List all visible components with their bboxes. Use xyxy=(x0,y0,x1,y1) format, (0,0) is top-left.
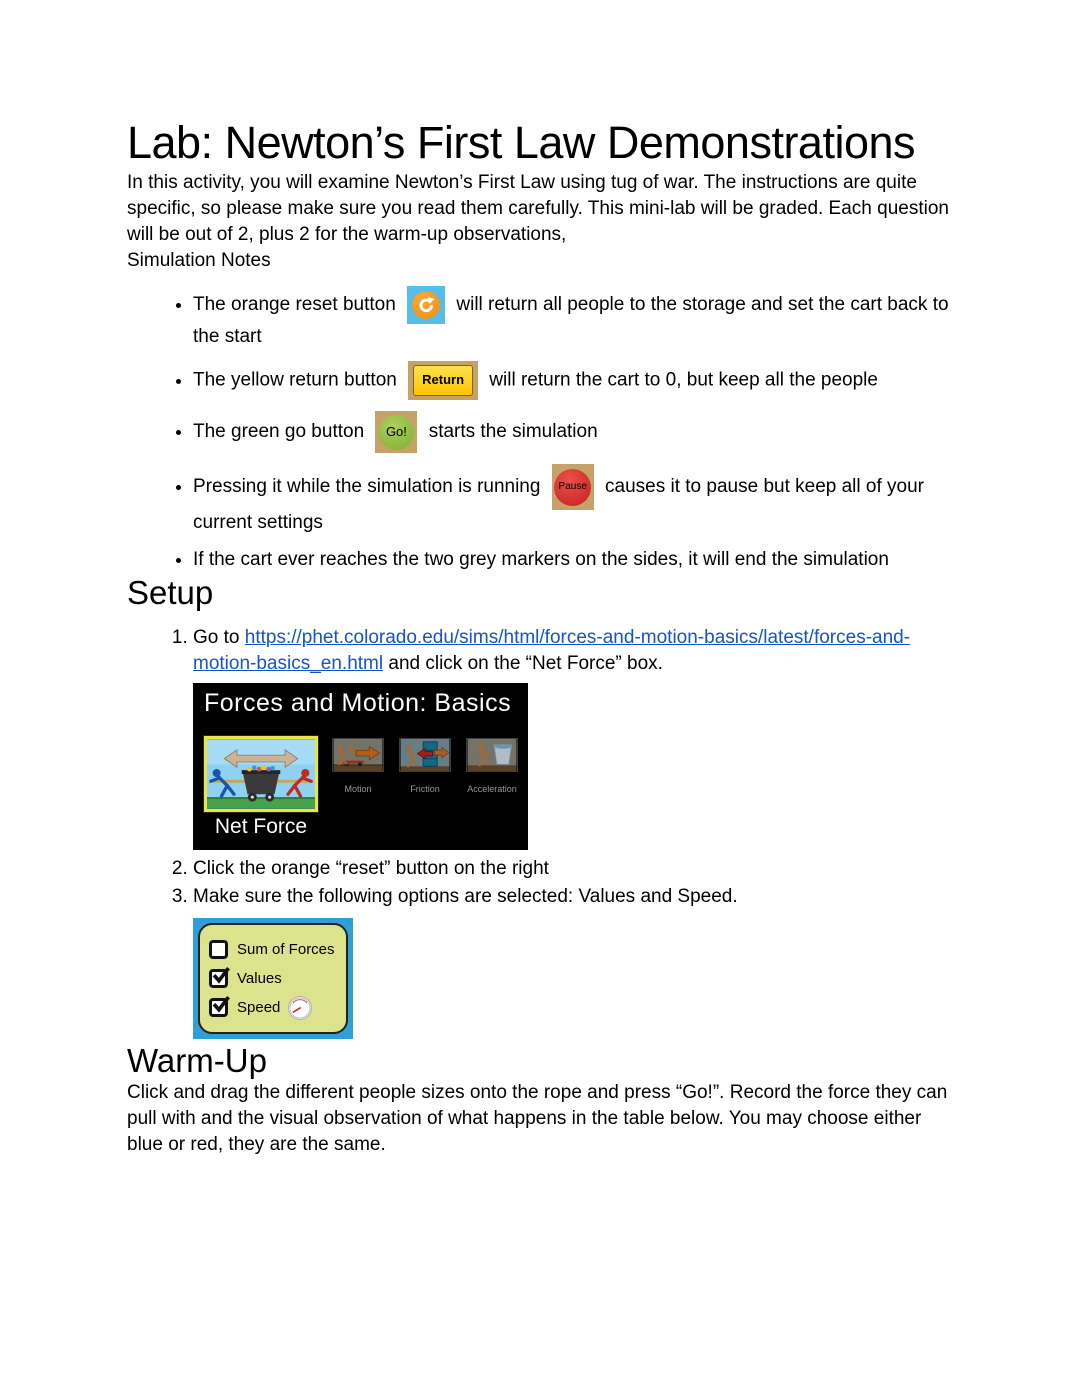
option-label: Speed xyxy=(237,998,281,1016)
return-button-label: Return xyxy=(413,365,473,396)
phet-title: Forces and Motion: Basics xyxy=(204,688,512,717)
step-text: and click on the “Net Force” box. xyxy=(383,652,663,674)
bullet-text: starts the simulation xyxy=(423,421,598,443)
list-item xyxy=(193,547,950,573)
reset-button-icon xyxy=(407,286,445,324)
step-text: Go to xyxy=(193,626,245,648)
step-text: Make sure the following options are selected: Values and Speed. xyxy=(193,885,738,907)
go-button-icon xyxy=(375,411,417,453)
pause-button-label: Pause xyxy=(554,469,591,506)
option-label: Sum of Forces xyxy=(237,940,335,958)
sum-of-forces-option xyxy=(209,938,337,962)
motion-thumbnail-image xyxy=(332,738,384,772)
simulation-notes-list xyxy=(127,286,950,573)
net-force-thumbnail-image xyxy=(204,736,318,812)
motion-label: Motion xyxy=(344,783,372,794)
list-item xyxy=(193,625,950,850)
list-item xyxy=(193,884,950,1039)
acceleration-thumbnail xyxy=(466,738,518,802)
motion-thumbnail xyxy=(332,738,384,802)
net-force-thumbnail xyxy=(204,736,318,840)
setup-heading: Setup xyxy=(127,574,214,611)
simulation-notes-heading: Simulation Notes xyxy=(127,250,271,271)
list-item xyxy=(193,286,950,350)
acceleration-thumbnail-image xyxy=(466,738,518,772)
phet-selector-screenshot xyxy=(193,683,528,850)
intro-paragraph: In this activity, you will examine Newton’s First Law using tug of war. The instructions are quite specific, so please make sure you read them carefully. This mini-lab will be graded. Each question will be out of 2, plus 2 for the warm-up observations, xyxy=(127,172,949,245)
speedometer-icon xyxy=(288,996,312,1020)
friction-label: Friction xyxy=(410,783,440,794)
phet-simulation-link[interactable]: https://phet.colorado.edu/sims/html/forces-and-motion-basics/latest/forces-and-motion-basics_en.html xyxy=(193,626,911,674)
list-item xyxy=(193,464,950,536)
list-item xyxy=(193,411,950,453)
friction-thumbnail-image xyxy=(399,738,451,772)
page-title: Lab: Newton’s First Law Demonstrations xyxy=(127,117,916,168)
bullet-text: If the cart ever reaches the two grey markers on the sides, it will end the simulation xyxy=(193,549,889,570)
acceleration-label: Acceleration xyxy=(467,783,517,794)
warm-up-paragraph: Click and drag the different people sizes onto the rope and press “Go!”. Record the force they can pull with and the visual observation of what happens in the table below. You may choose either blue or red, they are the same. xyxy=(127,1082,948,1156)
bullet-text: The orange reset button xyxy=(193,294,402,316)
bullet-text: causes it to pause but keep all of your current settings xyxy=(193,476,924,533)
option-label: Values xyxy=(237,969,282,987)
list-item xyxy=(193,856,950,882)
speed-option xyxy=(209,996,337,1020)
values-option xyxy=(209,967,337,991)
bullet-text: The green go button xyxy=(193,421,370,443)
friction-thumbnail xyxy=(399,738,451,802)
bullet-text: will return the cart to 0, but keep all the people xyxy=(484,369,878,391)
unchecked-checkbox-icon xyxy=(209,940,228,959)
net-force-label: Net Force xyxy=(214,814,308,838)
step-text: Click the orange “reset” button on the right xyxy=(193,857,549,879)
checked-checkbox-icon xyxy=(209,969,228,988)
options-panel-screenshot xyxy=(193,918,353,1039)
warm-up-heading: Warm-Up xyxy=(127,1041,267,1079)
circular-arrow-icon xyxy=(412,291,440,319)
pause-button-icon xyxy=(552,464,594,510)
bullet-text: Pressing it while the simulation is running xyxy=(193,476,546,498)
checked-checkbox-icon xyxy=(209,998,228,1017)
bullet-text: The yellow return button xyxy=(193,369,403,391)
setup-steps xyxy=(127,625,950,1039)
list-item xyxy=(193,361,950,400)
return-button-icon xyxy=(408,361,478,400)
go-button-label: Go! xyxy=(379,415,414,450)
bullet-text: will return all people to the storage and set the cart back to the start xyxy=(193,294,949,347)
